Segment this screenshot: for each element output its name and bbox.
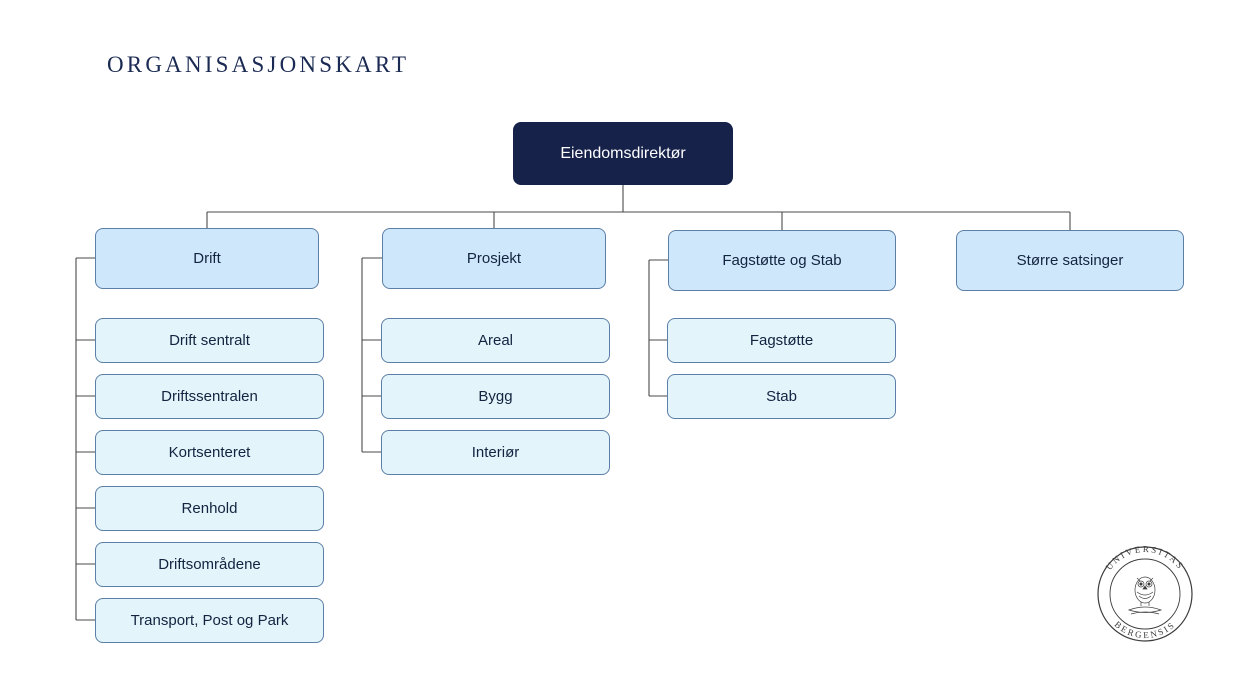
node-label: Prosjekt <box>466 249 522 267</box>
node-areal[interactable] <box>381 318 610 363</box>
node-label: Transport, Post og Park <box>130 611 289 629</box>
node-label: Fagstøtte og Stab <box>722 251 842 269</box>
svg-text:UNIVERSITAS: UNIVERSITAS <box>1103 543 1187 572</box>
node-renhold[interactable] <box>95 486 324 531</box>
node-bygg[interactable] <box>381 374 610 419</box>
node-label: Drift sentralt <box>169 331 250 349</box>
page-title: ORGANISASJONSKART <box>107 52 410 77</box>
node-label: Eiendomsdirektør <box>560 144 686 162</box>
node-label: Driftsområdene <box>158 555 261 573</box>
node-label: Fagstøtte <box>749 331 814 349</box>
svg-text:BERGENSIS: BERGENSIS <box>1112 619 1178 641</box>
node-interior[interactable] <box>381 430 610 475</box>
node-driftsomradene[interactable] <box>95 542 324 587</box>
node-label: Areal <box>477 331 514 349</box>
node-eiendomsdirektor[interactable] <box>513 122 733 185</box>
node-driftssentralen[interactable] <box>95 374 324 419</box>
node-transport-post-og-park[interactable] <box>95 598 324 643</box>
node-label: Stab <box>766 387 797 405</box>
node-label: Kortsenteret <box>168 443 251 461</box>
node-fagstotte[interactable] <box>667 318 896 363</box>
node-drift[interactable] <box>95 228 319 289</box>
node-label: Renhold <box>181 499 238 517</box>
node-label: Driftssentralen <box>161 387 258 405</box>
node-label: Bygg <box>478 387 513 405</box>
node-storre-satsinger[interactable] <box>956 230 1184 291</box>
node-label: Drift <box>193 249 221 267</box>
node-stab[interactable] <box>667 374 896 419</box>
node-kortsenteret[interactable] <box>95 430 324 475</box>
university-of-bergen-seal-icon <box>1085 534 1205 654</box>
node-label: Større satsinger <box>1016 251 1124 269</box>
node-drift-sentralt[interactable] <box>95 318 324 363</box>
node-prosjekt[interactable] <box>382 228 606 289</box>
node-label: Interiør <box>471 443 520 461</box>
node-fagstotte-og-stab[interactable] <box>668 230 896 291</box>
